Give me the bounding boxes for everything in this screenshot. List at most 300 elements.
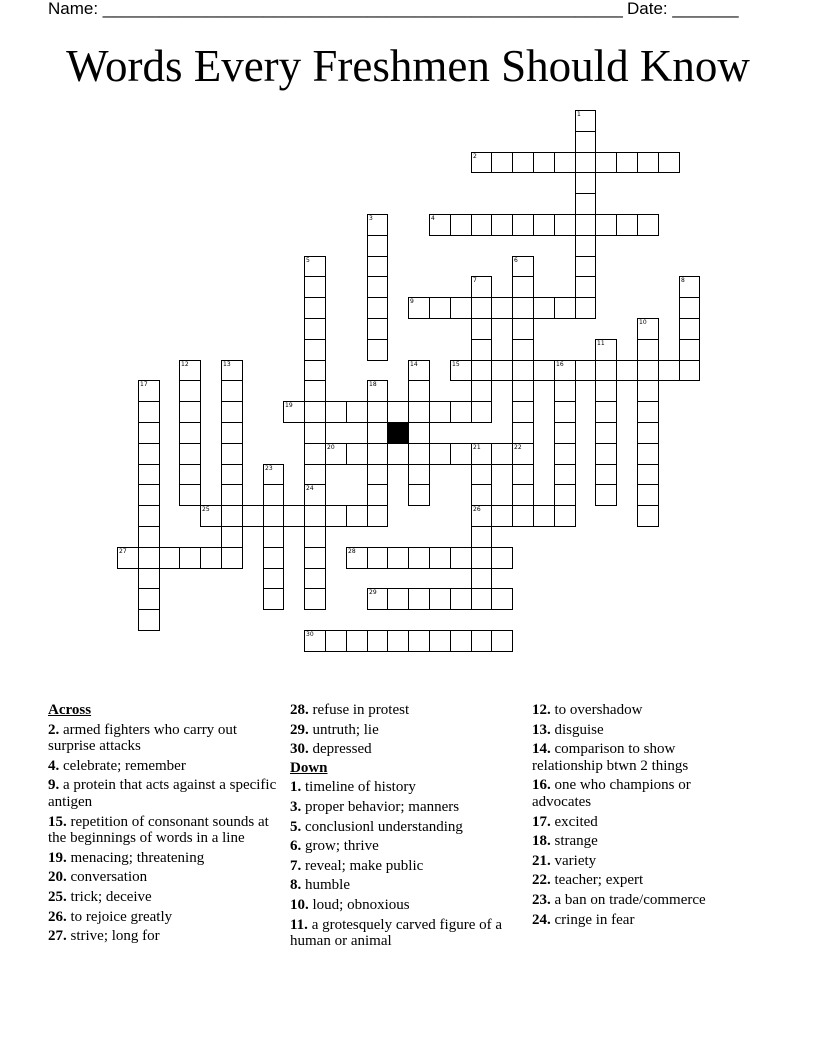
clue-number: 24. [532, 911, 551, 928]
grid-cell[interactable] [304, 443, 326, 465]
clue-text: repetition of consonant sounds at the beginnings of words in a line [48, 813, 269, 847]
grid-cell[interactable] [221, 380, 243, 402]
grid-cell[interactable] [221, 484, 243, 506]
grid-cell[interactable] [367, 464, 388, 485]
grid-cell[interactable] [471, 318, 492, 340]
clue-text: loud; obnoxious [308, 896, 410, 913]
clue-item [290, 897, 525, 914]
grid-cell[interactable] [138, 588, 160, 610]
grid-cell[interactable] [491, 630, 513, 652]
grid-cell[interactable] [325, 505, 347, 527]
grid-cell[interactable] [429, 547, 451, 569]
grid-cell[interactable] [450, 401, 472, 423]
grid-cell[interactable] [616, 360, 638, 381]
grid-cell[interactable] [138, 547, 160, 569]
grid-cell[interactable] [658, 152, 680, 173]
grid-cell[interactable] [367, 339, 388, 361]
clue-number: 26. [48, 908, 67, 925]
grid-cell[interactable] [138, 609, 160, 631]
clue-text: to overshadow [550, 702, 643, 718]
grid-cell[interactable] [367, 256, 388, 277]
grid-cell[interactable] [512, 297, 534, 319]
grid-cell[interactable] [346, 443, 368, 465]
clue-item [48, 758, 288, 775]
grid-cell[interactable] [491, 297, 513, 319]
clues-column-2 [290, 702, 525, 953]
clue-number-label: 16 [556, 361, 564, 368]
grid-cell[interactable] [471, 526, 492, 548]
down-list-a [290, 779, 525, 949]
clue-text: disguise [550, 721, 604, 738]
grid-cell[interactable] [512, 380, 534, 402]
grid-cell[interactable] [138, 505, 160, 527]
grid-cell[interactable] [471, 339, 492, 361]
clue-text: grow; thrive [301, 838, 379, 855]
grid-cell[interactable] [408, 401, 430, 423]
grid-cell[interactable] [387, 401, 409, 423]
grid-cell[interactable] [491, 214, 513, 236]
grid-cell[interactable] [595, 464, 617, 485]
grid-cell[interactable] [408, 380, 430, 402]
across-list-b [290, 702, 525, 758]
clue-text: depressed [308, 741, 372, 758]
clue-text: a protein that acts against a specific antigen [48, 777, 277, 810]
grid-cell[interactable] [221, 547, 243, 569]
clue-number-label: 1 [577, 111, 581, 118]
grid-cell[interactable] [304, 588, 326, 610]
grid-cell[interactable] [179, 464, 201, 485]
clue-item [532, 912, 742, 929]
grid-cell[interactable] [263, 526, 284, 548]
grid-cell[interactable] [179, 422, 201, 444]
clue-text: trick; deceive [66, 888, 152, 905]
clue-number-label: 3 [369, 215, 373, 222]
clue-text: strange [550, 833, 598, 850]
grid-cell[interactable] [429, 443, 451, 465]
grid-cell[interactable] [263, 588, 284, 610]
clue-text: timeline of history [301, 779, 416, 796]
clue-item [48, 909, 288, 926]
grid-cell[interactable] [512, 484, 534, 506]
grid-cell[interactable] [637, 443, 659, 465]
grid-cell[interactable] [304, 401, 326, 423]
grid-cell[interactable] [637, 464, 659, 485]
grid-cell[interactable] [575, 256, 596, 277]
grid-cell[interactable] [575, 276, 596, 298]
grid-cell[interactable] [679, 339, 700, 361]
grid-cell[interactable] [554, 214, 576, 236]
clue-text: celebrate; remember [59, 757, 186, 774]
grid-cell[interactable] [637, 505, 659, 527]
grid-cell[interactable] [616, 214, 638, 236]
grid-cell[interactable] [679, 318, 700, 340]
grid-cell[interactable] [575, 297, 596, 319]
grid-cell[interactable] [387, 588, 409, 610]
grid-cell[interactable] [491, 360, 513, 381]
grid-cell[interactable] [221, 526, 243, 548]
grid-cell[interactable] [554, 443, 576, 465]
grid-cell[interactable] [346, 505, 368, 527]
grid-cell[interactable] [138, 401, 160, 423]
grid-cell[interactable] [179, 443, 201, 465]
clue-number-label: 21 [473, 444, 481, 451]
clue-text: cringe in fear [550, 911, 635, 928]
grid-cell[interactable] [595, 380, 617, 402]
clue-item [532, 777, 742, 810]
clue-item [532, 872, 742, 889]
grid-cell[interactable] [512, 422, 534, 444]
grid-cell[interactable] [491, 443, 513, 465]
clue-number: 9. [48, 777, 60, 794]
clue-item [290, 702, 525, 719]
grid-cell[interactable] [325, 630, 347, 652]
clue-text: humble [301, 877, 350, 894]
clue-number-label: 9 [410, 298, 414, 305]
clue-number-label: 10 [639, 319, 647, 326]
clue-text: teacher; expert [550, 872, 644, 889]
clue-number-label: 4 [431, 215, 435, 222]
down-list-b [532, 702, 742, 928]
clue-number: 12. [532, 702, 551, 718]
clue-number-label: 2 [473, 153, 477, 160]
grid-cell[interactable] [304, 276, 326, 298]
clue-number-label: 8 [681, 277, 685, 284]
grid-cell[interactable] [595, 214, 617, 236]
name-line[interactable]: Name: _______________________________________________________ [48, 0, 623, 18]
clue-number-label: 26 [473, 506, 481, 513]
grid-cell[interactable] [679, 297, 700, 319]
grid-cell[interactable] [304, 318, 326, 340]
grid-cell[interactable] [367, 401, 388, 423]
grid-cell[interactable] [304, 339, 326, 361]
grid-cell[interactable] [263, 505, 284, 527]
grid-cell[interactable] [138, 443, 160, 465]
grid-cell[interactable] [221, 422, 243, 444]
grid-cell[interactable] [637, 360, 659, 381]
grid-cell[interactable] [637, 152, 659, 173]
grid-cell[interactable] [221, 443, 243, 465]
grid-cell[interactable] [367, 547, 388, 569]
grid-cell[interactable] [512, 152, 534, 173]
clue-text: armed fighters who carry out surprise attacks [48, 721, 238, 755]
grid-cell[interactable] [304, 464, 326, 485]
grid-cell[interactable] [179, 380, 201, 402]
grid-cell[interactable] [450, 297, 472, 319]
grid-cell[interactable] [637, 422, 659, 444]
grid-cell[interactable] [159, 547, 180, 569]
grid-cell[interactable] [575, 152, 596, 173]
clue-number-label: 11 [597, 340, 605, 347]
clue-text: variety [550, 852, 597, 869]
grid-cell[interactable] [575, 360, 596, 381]
grid-cell[interactable] [346, 630, 368, 652]
grid-cell[interactable] [138, 422, 160, 444]
clue-text: comparison to show relationship btwn 2 things [532, 741, 689, 774]
clue-number: 3. [290, 798, 302, 815]
grid-cell[interactable] [200, 547, 222, 569]
clue-number-label: 28 [348, 548, 356, 555]
grid-cell[interactable] [554, 422, 576, 444]
clue-item [290, 877, 525, 894]
clue-item [532, 702, 742, 719]
grid-cell[interactable] [554, 380, 576, 402]
clue-text: reveal; make public [301, 857, 424, 874]
grid-cell[interactable] [471, 214, 492, 236]
grid-cell[interactable] [304, 422, 326, 444]
clue-item [290, 819, 525, 836]
clue-number: 5. [290, 818, 302, 835]
grid-cell[interactable] [138, 484, 160, 506]
grid-cell[interactable] [637, 214, 659, 236]
grid-cell[interactable] [304, 297, 326, 319]
clue-number-label: 12 [181, 361, 189, 368]
grid-cell[interactable] [367, 276, 388, 298]
clue-number: 27. [48, 928, 67, 945]
clue-number-label: 25 [202, 506, 210, 513]
grid-cell[interactable] [263, 568, 284, 589]
grid-cell[interactable] [325, 401, 347, 423]
grid-cell[interactable] [595, 401, 617, 423]
grid-cell[interactable] [450, 547, 472, 569]
grid-cell[interactable] [450, 214, 472, 236]
grid-cell[interactable] [429, 401, 451, 423]
clue-text: conversation [66, 869, 148, 886]
clue-number-label: 22 [514, 444, 522, 451]
grid-cell[interactable] [637, 339, 659, 361]
grid-cell[interactable] [533, 360, 555, 381]
grid-cell[interactable] [471, 297, 492, 319]
grid-cell[interactable] [637, 484, 659, 506]
clue-number-label: 23 [265, 465, 273, 472]
clue-item [290, 917, 525, 950]
grid-cell[interactable] [471, 380, 492, 402]
clue-number: 4. [48, 757, 60, 774]
grid-cell[interactable] [408, 630, 430, 652]
grid-cell[interactable] [138, 526, 160, 548]
grid-cell[interactable] [429, 630, 451, 652]
grid-cell[interactable] [408, 484, 430, 506]
across-heading: Across [48, 702, 92, 718]
clue-text: one who champions or advocates [532, 777, 691, 810]
grid-cell[interactable] [221, 401, 243, 423]
grid-cell[interactable] [512, 318, 534, 340]
grid-cell[interactable] [304, 568, 326, 589]
grid-cell[interactable] [595, 360, 617, 381]
grid-cell[interactable] [221, 505, 243, 527]
grid-cell[interactable] [408, 464, 430, 485]
clue-number: 23. [532, 891, 551, 908]
down-heading: Down [290, 759, 328, 776]
grid-cell[interactable] [408, 588, 430, 610]
grid-cell[interactable] [304, 505, 326, 527]
grid-cell[interactable] [346, 401, 368, 423]
grid-cell[interactable] [471, 547, 492, 569]
grid-cell[interactable] [637, 401, 659, 423]
clue-number: 28. [290, 702, 309, 718]
clue-text: to rejoice greatly [66, 908, 173, 925]
grid-cell[interactable] [512, 464, 534, 485]
grid-cell[interactable] [491, 152, 513, 173]
grid-cell[interactable] [471, 568, 492, 589]
clue-text: refuse in protest [308, 702, 410, 718]
grid-cell[interactable] [679, 360, 700, 381]
grid-cell[interactable] [367, 484, 388, 506]
grid-cell[interactable] [637, 380, 659, 402]
clue-item [290, 741, 525, 758]
clue-item [532, 741, 742, 774]
grid-cell[interactable] [429, 297, 451, 319]
grid-cell[interactable] [575, 235, 596, 257]
grid-cell[interactable] [575, 214, 596, 236]
grid-cell[interactable] [387, 547, 409, 569]
grid-cell[interactable] [304, 360, 326, 381]
grid-cell[interactable] [575, 193, 596, 215]
clue-number-label: 19 [285, 402, 293, 409]
clue-item [48, 777, 288, 810]
clue-text: a ban on trade/commerce [550, 891, 706, 908]
grid-cell[interactable] [138, 464, 160, 485]
clue-item [290, 838, 525, 855]
grid-cell[interactable] [304, 526, 326, 548]
grid-cell[interactable] [533, 214, 555, 236]
clue-number: 13. [532, 721, 551, 738]
grid-cell[interactable] [367, 505, 388, 527]
clue-number-label: 29 [369, 589, 377, 596]
grid-cell[interactable] [471, 401, 492, 423]
grid-cell[interactable] [512, 360, 534, 381]
grid-cell[interactable] [595, 484, 617, 506]
grid-cell[interactable] [263, 484, 284, 506]
grid-cell[interactable] [616, 152, 638, 173]
clue-item [48, 850, 288, 867]
grid-cell[interactable] [429, 588, 451, 610]
clue-item [532, 722, 742, 739]
grid-cell[interactable] [450, 588, 472, 610]
grid-cell[interactable] [533, 152, 555, 173]
clue-item [290, 722, 525, 739]
grid-cell[interactable] [179, 401, 201, 423]
grid-cell[interactable] [138, 568, 160, 589]
grid-cell[interactable] [450, 443, 472, 465]
grid-cell[interactable] [471, 464, 492, 485]
clue-number-label: 7 [473, 277, 477, 284]
grid-cell[interactable] [408, 422, 430, 444]
clue-number: 1. [290, 779, 302, 796]
clue-item [532, 853, 742, 870]
clue-number-label: 15 [452, 361, 460, 368]
grid-cell[interactable] [533, 505, 555, 527]
grid-cell[interactable] [512, 276, 534, 298]
clue-number: 29. [290, 721, 309, 738]
clue-number-label: 18 [369, 381, 377, 388]
clue-item [48, 722, 288, 755]
clue-number-label: 27 [119, 548, 127, 555]
grid-cell[interactable] [658, 360, 680, 381]
page-title: Words Every Freshmen Should Know [66, 41, 750, 91]
grid-cell[interactable] [471, 630, 492, 652]
grid-cell[interactable] [242, 505, 264, 527]
grid-cell[interactable] [221, 464, 243, 485]
grid-cell[interactable] [408, 443, 430, 465]
clue-number: 10. [290, 896, 309, 913]
clue-number-label: 17 [140, 381, 148, 388]
clue-number: 6. [290, 838, 302, 855]
clue-number: 19. [48, 849, 67, 866]
grid-cell[interactable] [554, 464, 576, 485]
grid-cell[interactable] [554, 505, 576, 527]
grid-cell[interactable] [491, 588, 513, 610]
grid-cell[interactable] [554, 401, 576, 423]
grid-cell[interactable] [575, 172, 596, 194]
grid-cell[interactable] [367, 318, 388, 340]
grid-cell[interactable] [595, 422, 617, 444]
clue-number-label: 13 [223, 361, 231, 368]
clue-text: strive; long for [66, 928, 160, 945]
grid-cell[interactable] [283, 505, 305, 527]
grid-cell[interactable] [554, 152, 576, 173]
grid-cell[interactable] [491, 547, 513, 569]
date-line[interactable]: Date: _______ [627, 0, 739, 18]
grid-cell[interactable] [533, 297, 555, 319]
grid-cell[interactable] [304, 380, 326, 402]
grid-cell[interactable] [471, 360, 492, 381]
clue-number-label: 20 [327, 444, 335, 451]
grid-cell[interactable] [595, 443, 617, 465]
clue-number: 30. [290, 741, 309, 758]
grid-cell[interactable] [471, 484, 492, 506]
clue-number: 20. [48, 869, 67, 886]
across-list-a [48, 722, 288, 945]
grid-cell[interactable] [367, 443, 388, 465]
grid-cell[interactable] [575, 131, 596, 153]
clue-item [48, 928, 288, 945]
clue-item [48, 814, 288, 847]
grid-cell[interactable] [179, 484, 201, 506]
grid-cell[interactable] [263, 547, 284, 569]
clue-text: conclusionl understanding [301, 818, 463, 835]
grid-cell[interactable] [179, 547, 201, 569]
grid-cell[interactable] [491, 505, 513, 527]
grid-cell[interactable] [595, 152, 617, 173]
clue-item [532, 814, 742, 831]
grid-cell[interactable] [512, 339, 534, 361]
grid-cell[interactable] [512, 505, 534, 527]
clue-text: untruth; lie [308, 721, 379, 738]
grid-cell[interactable] [304, 547, 326, 569]
grid-cell[interactable] [387, 443, 409, 465]
grid-cell[interactable] [512, 401, 534, 423]
grid-cell[interactable] [408, 547, 430, 569]
clue-item [532, 833, 742, 850]
grid-cell[interactable] [554, 484, 576, 506]
grid-cell[interactable] [450, 630, 472, 652]
clues-column-3 [532, 702, 742, 931]
grid-cell[interactable] [387, 630, 409, 652]
clue-number-label: 14 [410, 361, 418, 368]
grid-cell[interactable] [367, 630, 388, 652]
grid-cell[interactable] [367, 235, 388, 257]
grid-cell[interactable] [471, 588, 492, 610]
clue-number: 15. [48, 813, 67, 830]
grid-cell[interactable] [512, 214, 534, 236]
grid-cell[interactable] [554, 297, 576, 319]
grid-cell[interactable] [367, 297, 388, 319]
clue-number: 8. [290, 877, 302, 894]
clue-text: a grotesquely carved figure of a human or animal [290, 916, 503, 950]
clue-number-label: 6 [514, 257, 518, 264]
clue-item [290, 858, 525, 875]
grid-cell[interactable] [367, 422, 388, 444]
